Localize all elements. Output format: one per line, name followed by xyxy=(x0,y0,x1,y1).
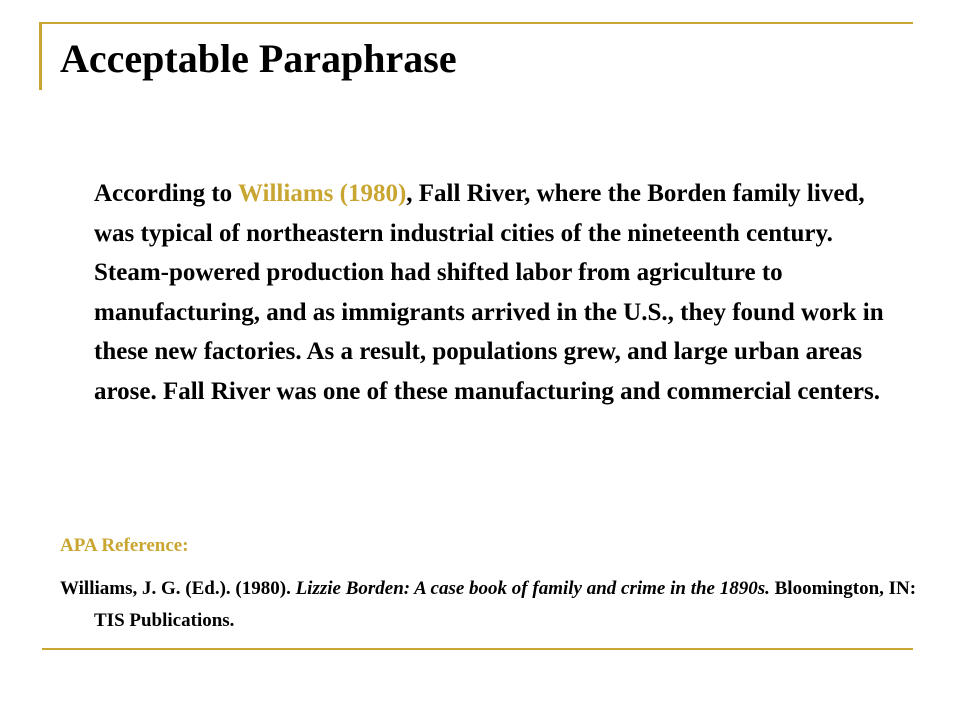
slide-title: Acceptable Paraphrase xyxy=(60,36,457,81)
reference-author-date: Williams, J. G. (Ed.). (1980). xyxy=(60,578,296,599)
paraphrase-lead: According to xyxy=(94,180,238,207)
paraphrase-body: , Fall River, where the Borden family lived, was typical of northeastern industrial cities of the nineteenth century. Steam-powered production had shifted labor from agriculture to manufacturing, and as immigrants arrived in the U.S., they found work in these new factories. As a result, populations grew, and large urban areas arose. Fall River was one of these manufacturing and commercial centers. xyxy=(94,180,884,405)
apa-reference-label: APA Reference: xyxy=(60,535,189,556)
bottom-divider-line xyxy=(42,648,913,650)
reference-publisher: Bloomington, IN: TIS Publications. xyxy=(94,578,917,631)
left-accent-bar xyxy=(39,22,42,90)
apa-reference-entry xyxy=(60,573,924,637)
reference-book-title: Lizzie Borden: A case book of family and crime in the 1890s. xyxy=(295,578,770,599)
paraphrase-paragraph xyxy=(94,174,904,412)
top-divider-line xyxy=(42,22,913,24)
in-text-citation: Williams (1980) xyxy=(237,180,407,207)
